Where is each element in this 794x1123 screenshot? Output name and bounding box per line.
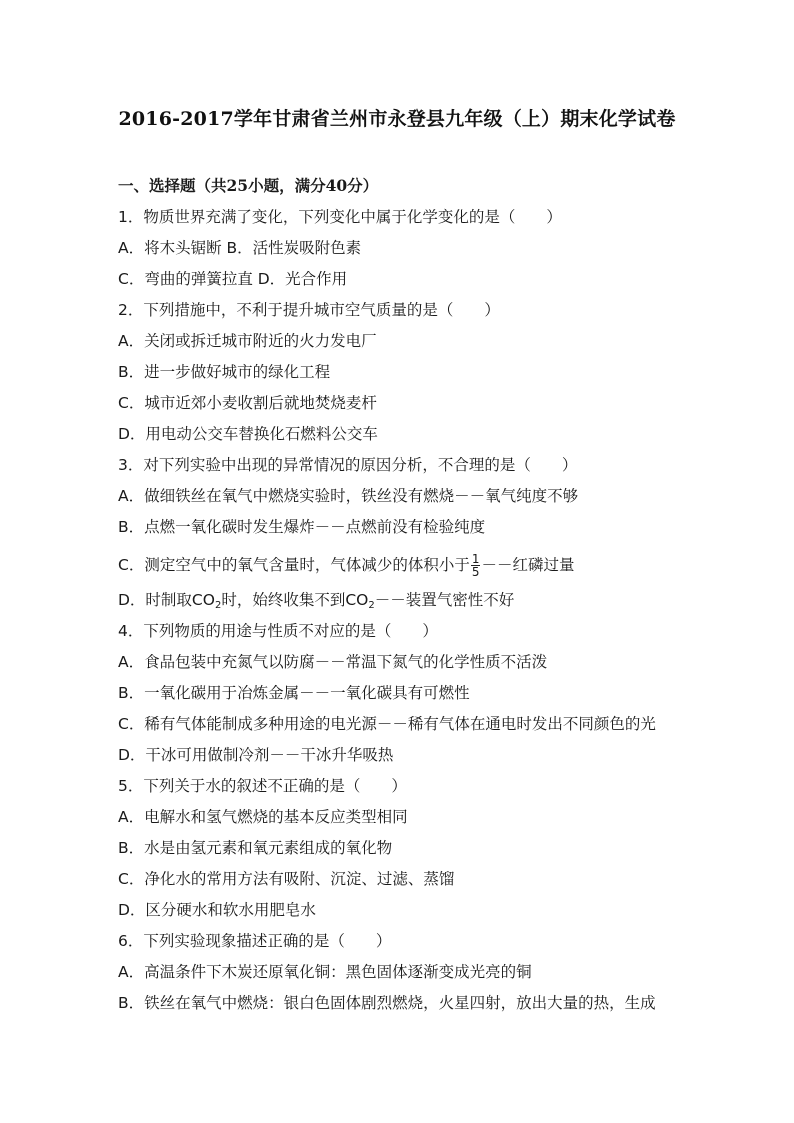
q4-option-a: A．食品包装中充氮气以防腐－－常温下氮气的化学性质不活泼	[118, 653, 548, 671]
q6-option-b: B．铁丝在氧气中燃烧：银白色固体剧烈燃烧，火星四射，放出大量的热，生成	[118, 994, 656, 1012]
q1-options-cd: C．弯曲的弹簧拉直 D．光合作用	[118, 270, 348, 288]
q5-stem: 5．下列关于水的叙述不正确的是（ ）	[118, 777, 407, 795]
q5-option-b: B．水是由氢元素和氧元素组成的氧化物	[118, 839, 393, 857]
q3-option-d-mid: 时，始终收集不到CO	[221, 591, 369, 609]
q2-option-a: A．关闭或拆迁城市附近的火力发电厂	[118, 332, 377, 350]
q2-stem: 2．下列措施中，不利于提升城市空气质量的是（ ）	[118, 301, 500, 319]
fraction-one-fifth	[471, 553, 481, 578]
fraction-numerator: 1	[471, 552, 480, 566]
q4-stem: 4．下列物质的用途与性质不对应的是（ ）	[118, 622, 438, 640]
q3-option-d-text: D．时制取CO	[118, 591, 215, 609]
q5-option-c: C．净化水的常用方法有吸附、沉淀、过滤、蒸馏	[118, 870, 455, 888]
q2-option-d: D．用电动公交车替换化石燃料公交车	[118, 425, 378, 443]
q4-option-c: C．稀有气体能制成多种用途的电光源－－稀有气体在通电时发出不同颜色的光	[118, 715, 656, 733]
q3-option-d	[118, 590, 514, 616]
q5-option-a: A．电解水和氢气燃烧的基本反应类型相同	[118, 808, 408, 826]
exam-title: 2016-2017学年甘肃省兰州市永登县九年级（上）期末化学试卷	[118, 108, 676, 130]
q3-option-c-tail: －－红磷过量	[481, 556, 575, 574]
q4-option-b: B．一氧化碳用于冶炼金属－－一氧化碳具有可燃性	[118, 684, 470, 702]
q3-option-a: A．做细铁丝在氧气中燃烧实验时，铁丝没有燃烧－－氧气纯度不够	[118, 487, 579, 505]
q6-stem: 6．下列实验现象描述正确的是（ ）	[118, 932, 392, 950]
fraction-denominator: 5	[471, 565, 480, 579]
subscript-2: 2	[214, 600, 222, 611]
q3-option-b: B．点燃一氧化碳时发生爆炸－－点燃前没有检验纯度	[118, 518, 486, 536]
q4-option-d: D．干冰可用做制冷剂－－干冰升华吸热	[118, 746, 394, 764]
q1-stem: 1．物质世界充满了变化，下列变化中属于化学变化的是（ ）	[118, 208, 562, 226]
subscript-2: 2	[368, 600, 375, 611]
q2-option-b: B．进一步做好城市的绿化工程	[118, 363, 331, 381]
q3-stem: 3．对下列实验中出现的异常情况的原因分析，不合理的是（ ）	[118, 456, 578, 474]
q1-options-ab: A．将木头锯断 B．活性炭吸附色素	[118, 239, 362, 257]
section-heading: 一、选择题（共25小题，满分40分）	[118, 176, 379, 195]
q2-option-c: C．城市近郊小麦收割后就地焚烧麦杆	[118, 394, 377, 412]
q3-option-d-tail: －－装置气密性不好	[374, 591, 515, 609]
q5-option-d: D．区分硬水和软水用肥皂水	[118, 901, 316, 919]
q3-option-c	[118, 553, 574, 578]
q6-option-a: A．高温条件下木炭还原氧化铜：黑色固体逐渐变成光亮的铜	[118, 963, 532, 981]
q3-option-c-text: C．测定空气中的氧气含量时，气体减少的体积小于	[118, 556, 470, 574]
